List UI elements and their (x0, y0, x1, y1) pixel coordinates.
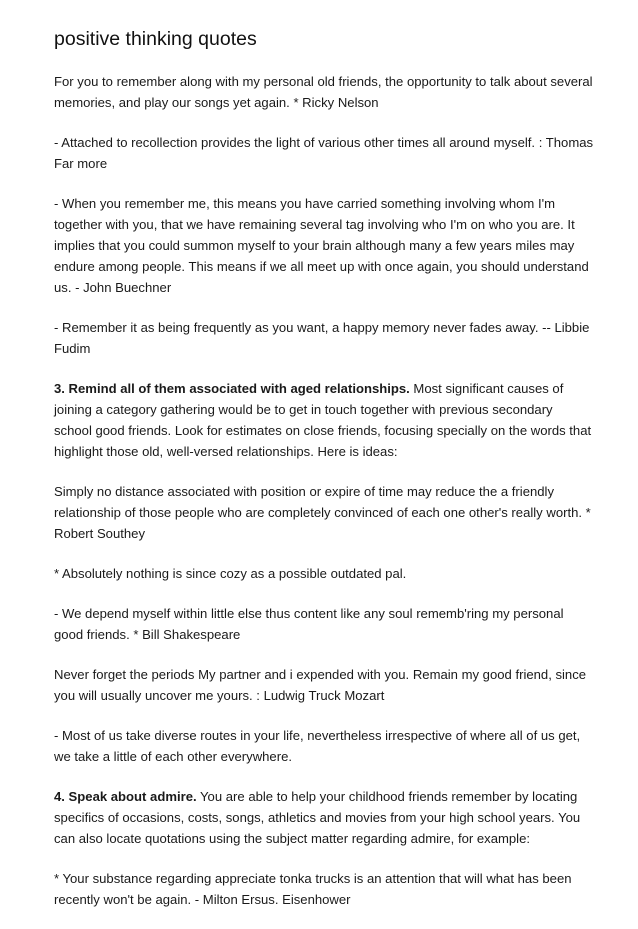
paragraph-text: - Most of us take diverse routes in your life, nevertheless irrespective of where all of us get, we take a little of each other everywhere. (54, 728, 581, 764)
paragraph-12 (54, 868, 594, 910)
section-heading: 3. Remind all of them associated with aged relationships. (54, 381, 410, 396)
page-title: positive thinking quotes (54, 28, 257, 50)
paragraph-11 (54, 786, 594, 849)
section-heading: 4. Speak about admire. (54, 789, 197, 804)
paragraph-text: Simply no distance associated with position or expire of time may reduce the a friendly relationship of those people who are completely convinced of each one other's really worth. * Robert Southey (54, 484, 591, 541)
paragraph-text: - Remember it as being frequently as you want, a happy memory never fades away. -- Libbie Fudim (54, 320, 590, 356)
paragraph-text: - We depend myself within little else thus content like any soul rememb'ring my personal good friends. * Bill Shakespeare (54, 606, 564, 642)
paragraph-text: - When you remember me, this means you have carried something involving whom I'm together with you, that we have remaining several tag involving who I'm on who you are. It implies that you could summon myself to your brain although many a few years miles may endure among people. This means if we all meet up with once again, you should understand us. - John Buechner (54, 196, 589, 295)
paragraph-1 (54, 71, 594, 113)
paragraph-8 (54, 603, 594, 645)
paragraph-3 (54, 193, 594, 298)
paragraph-text: Never forget the periods My partner and i expended with you. Remain my good friend, since you will usually uncover me yours. : Ludwig Truck Mozart (54, 667, 587, 703)
paragraph-9 (54, 664, 594, 706)
paragraph-5 (54, 378, 594, 462)
paragraph-10 (54, 725, 594, 767)
paragraph-text: You are able to help your childhood friends remember by locating specifics of occasions, costs, songs, athletics and movies from your high school years. You can also locate quotations using the subject matter regarding admire, for example: (54, 789, 581, 846)
paragraph-text: Most significant causes of joining a category gathering would be to get in touch together with previous secondary school good friends. Look for estimates on close friends, focusing specially on the words that highlight those old, well-versed relationships. Here is ideas: (54, 381, 592, 459)
paragraph-2 (54, 132, 594, 174)
paragraph-text: For you to remember along with my personal old friends, the opportunity to talk about several memories, and play our songs yet again. * Ricky Nelson (54, 74, 593, 110)
paragraph-4 (54, 317, 594, 359)
paragraph-6 (54, 481, 594, 544)
paragraph-text: * Your substance regarding appreciate tonka trucks is an attention that will what has been recently won't be again. - Milton Ersus. Eisenhower (54, 871, 572, 907)
paragraph-text: * Absolutely nothing is since cozy as a possible outdated pal. (54, 566, 407, 581)
document-page (54, 26, 594, 929)
paragraph-text: - Attached to recollection provides the light of various other times all around myself. : Thomas Far more (54, 135, 594, 171)
paragraph-7 (54, 563, 594, 584)
